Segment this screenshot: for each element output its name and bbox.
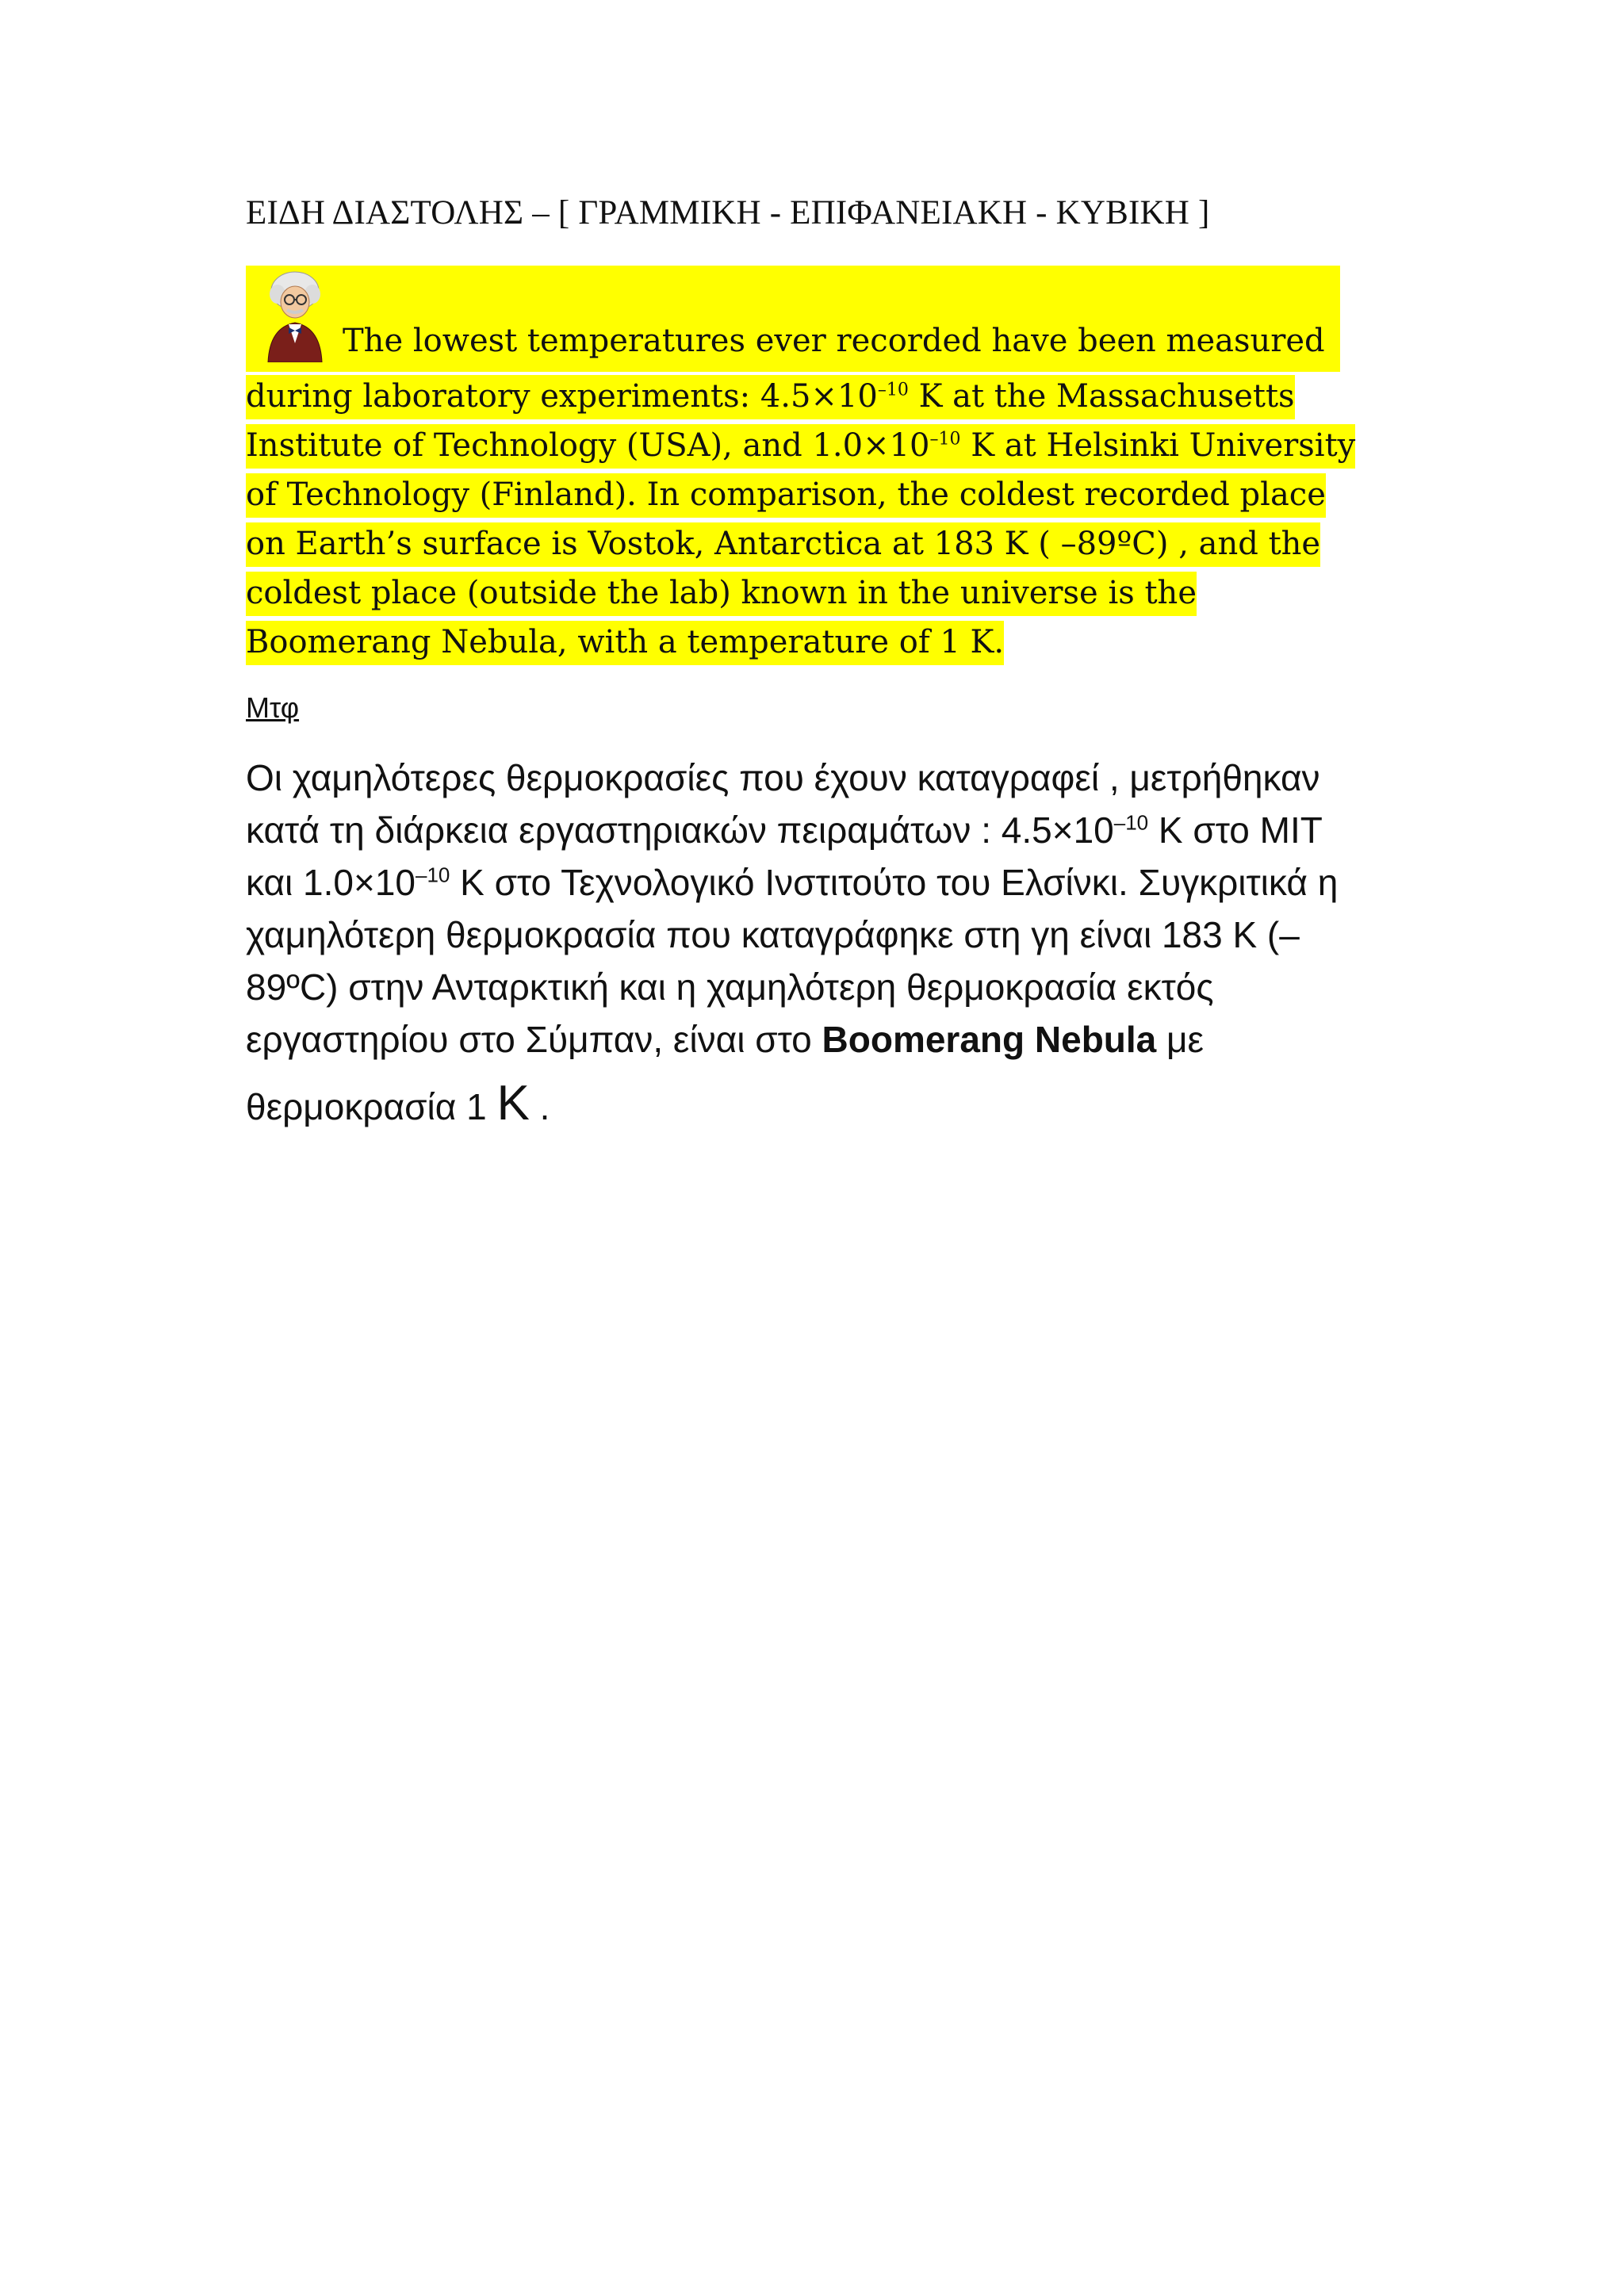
english-line-1: The lowest temperatures ever recorded have been measured (343, 323, 1325, 359)
english-line-7-text: Boomerang Nebula, with a temperature of 1 K. (246, 621, 1004, 665)
page-heading: ΕΙΔΗ ΔΙΑΣΤΟΛΗΣ – [ ΓΡΑΜΜΙΚΗ - ΕΠΙΦΑΝΕΙΑΚΗ - ΚΥΒΙΚΗ ] (246, 194, 1210, 232)
english-line-3b: K at Helsinki University (960, 427, 1356, 464)
english-line-6-text: coldest place (outside the lab) known in the universe is the (246, 572, 1197, 616)
english-line-6 (246, 568, 1372, 618)
greek-line-5: 89ºC) στην Ανταρκτική και η χαμηλότερη θερμοκρασία εκτός (246, 966, 1214, 1008)
translation-label: Μτφ (246, 691, 300, 724)
greek-line-7 (246, 1066, 1388, 1132)
greek-line-2a: κατά τη διάρκεια εργαστηριακών πειραμάτων : 4.5×10 (246, 809, 1114, 851)
greek-line-2 (246, 804, 1388, 856)
exponent: –10 (1113, 810, 1149, 835)
greek-line-3 (246, 856, 1388, 909)
greek-line-4: χαμηλότερη θερμοκρασία που καταγράφηκε στη γη είναι 183 K (– (246, 914, 1300, 955)
greek-line-3a: και 1.0×10 (246, 862, 416, 903)
exponent: –10 (416, 863, 450, 887)
greek-line-1: Οι χαμηλότερες θερμοκρασίες που έχουν καταγραφεί , μετρήθηκαν (246, 757, 1320, 798)
english-line-4 (246, 470, 1372, 519)
first-row (246, 266, 1372, 372)
greek-line-6b: με (1156, 1019, 1205, 1060)
greek-line-6a: εργαστηρίου στο Σύμπαν, είναι στο (246, 1019, 822, 1060)
english-line-3a: Institute of Technology (USA), and 1.0×10 (246, 427, 930, 464)
kelvin-symbol: K (496, 1076, 530, 1131)
greek-translation-paragraph (246, 752, 1388, 1132)
english-line-5 (246, 519, 1372, 568)
greek-line-6 (246, 1013, 1388, 1066)
greek-line-7a: θερμοκρασία 1 (246, 1086, 497, 1127)
english-line-7 (246, 618, 1372, 667)
scientist-icon (254, 267, 333, 362)
english-line-3 (246, 421, 1372, 470)
boomerang-nebula-bold: Boomerang Nebula (822, 1019, 1157, 1060)
english-line-2a: during laboratory experiments: 4.5×10 (246, 378, 878, 415)
english-line-5-text: on Earth’s surface is Vostok, Antarctica at 183 K ( –89ºC) , and the (246, 522, 1320, 567)
exponent: –10 (929, 429, 961, 450)
greek-line-2b: K στο MIT (1148, 809, 1323, 851)
english-line-2 (246, 372, 1372, 421)
english-highlighted-paragraph (246, 266, 1372, 667)
english-line-2b: K at the Massachusetts (908, 378, 1295, 415)
greek-line-7b: . (529, 1086, 550, 1127)
exponent: –10 (877, 380, 909, 400)
greek-line-3b: K στο Τεχνολογικό Ινστιτούτο του Ελσίνκι. Συγκριτικά η (450, 862, 1339, 903)
english-line-4-text: of Technology (Finland). In comparison, the coldest recorded place (246, 473, 1326, 518)
